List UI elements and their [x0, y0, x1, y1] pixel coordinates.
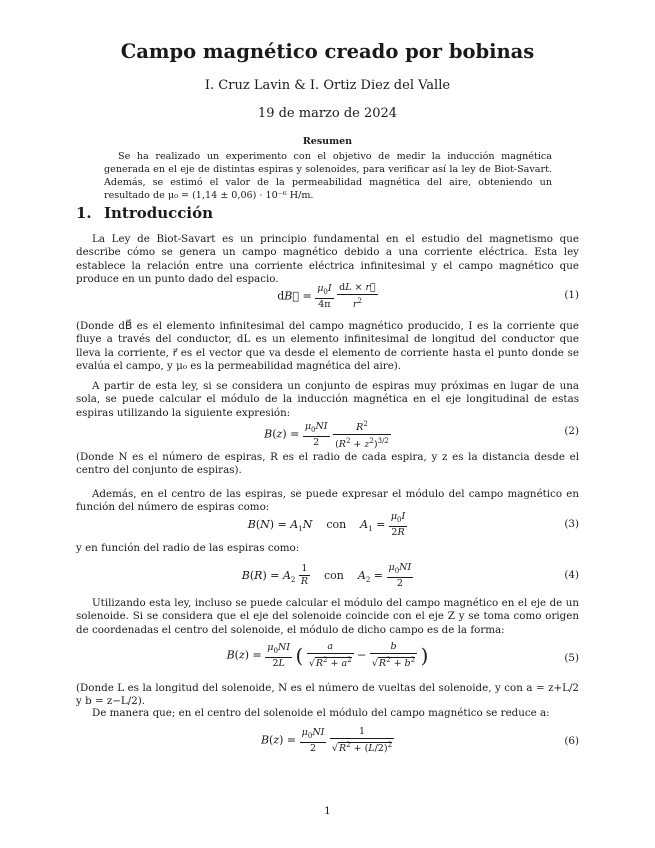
equation-1: [76, 282, 579, 312]
equation-3-body: $B(N) = A_1N$ con $A_1$ = $\frac{\mu_0I}{2R}$: [247, 511, 406, 538]
equation-2-body: B(z) = $\frac{\mu_0NI}{2}$ $\frac{R^2}{(R^2 + z^2)^{3/2}}$: [264, 420, 389, 451]
equation-1-number: (1): [564, 289, 579, 301]
paragraph-4: (Donde N es el número de espiras, R es el radio de cada espira, y z es la distancia desde el centro del conjunto de espiras).: [76, 451, 579, 477]
page-number: 1: [324, 805, 331, 817]
paragraph-6: y en función del radio de las espiras como:: [76, 542, 300, 554]
paper-title: Campo magnético creado por bobinas: [120, 40, 535, 63]
abstract-text: Se ha realizado un experimento con el objetivo de medir la inducción magnética generada en el eje de distintas espiras y solenoides, para verificar así la ley de Biot-Savart. Además, se estimó el valor de la permeabilidad magnética del aire, obteniendo un resultado de μ₀ = (1,14 ± 0,06) · 10⁻⁶ H/m.: [104, 151, 552, 201]
equation-4-body: $B(R) = A_2$ $\frac{1}{R}$ con $A_2$ = $\frac{\mu_0NI}{2}$: [241, 562, 412, 589]
section-number: 1.: [76, 204, 92, 222]
abstract-heading: Resumen: [302, 136, 353, 147]
date: 19 de marzo de 2024: [257, 106, 398, 121]
paragraph-1: La Ley de Biot-Savart es un principio fundamental en el estudio del magnetismo que describe cómo se genera un campo magnético debido a una corriente eléctrica. Esta ley establece la relación entre una corriente eléctrica infinitesimal y el campo magnético que produce en un punto dado del espacio.: [76, 233, 579, 286]
equation-6-number: (6): [564, 735, 579, 747]
equation-6-body: B(z) = $\frac{\mu_0NI}{2}$ $\frac{1}{√R^2 + (L/2)^2}$: [260, 726, 393, 755]
paragraph-7: Utilizando esta ley, incluso se puede calcular el módulo del campo magnético en el eje de un solenoide. Si se considera que el eje del solenoide coincide con el eje Z y se toma como origen de coordenadas el centro del solenoide, el módulo de dicho campo es de la forma:: [76, 597, 579, 636]
equation-5-body: B(z) = $\frac{\mu_0NI}{2L}$ ( $\frac{a}{√R^2 + a^2}$ − $\frac{b}{√R^2 + b^2}$ ): [226, 641, 429, 670]
paragraph-8: (Donde L es la longitud del solenoide, N es el número de vueltas del solenoide, y con a = z+L/2 y b = z−L/2).: [76, 682, 579, 708]
equation-3: [76, 511, 579, 541]
equation-4-number: (4): [564, 569, 579, 581]
equation-3-number: (3): [564, 518, 579, 530]
authors: I. Cruz Lavin & I. Ortiz Diez del Valle: [204, 78, 451, 93]
paragraph-5: Además, en el centro de las espiras, se puede expresar el módulo del campo magnético en función del número de espiras como:: [76, 488, 579, 514]
paragraph-2: (Donde dB⃗ es el elemento infinitesimal del campo magnético producido, I es la corriente que fluye a través del conductor, dL es un elemento infinitesimal de longitud del conductor que lleva la corriente, r⃗ es el vector que va desde el elemento de corriente hasta el punto donde se evalúa el campo, y μ₀ es la permeabilidad magnética del aire).: [76, 320, 579, 373]
equation-1-body: dB⃗ = $\frac{\mu_0I}{4\pi}$ $\frac{dL \times r⃗}{r^2}$: [277, 282, 376, 311]
equation-6: [76, 726, 579, 766]
paragraph-9: De manera que; en el centro del solenoide el módulo del campo magnético se reduce a:: [92, 707, 550, 719]
section-title: Introducción: [104, 204, 214, 222]
section-heading: [76, 204, 213, 222]
equation-5: [76, 641, 579, 677]
equation-5-number: (5): [564, 652, 579, 664]
paragraph-3: A partir de esta ley, si se considera un conjunto de espiras muy próximas en lugar de una sola, se puede calcular el módulo de la inducción magnética en el eje longitudinal de estas espiras utilizando la siguiente expresión:: [76, 380, 579, 419]
equation-4: [76, 562, 579, 592]
equation-2-number: (2): [564, 425, 579, 437]
equation-2: [76, 418, 579, 451]
